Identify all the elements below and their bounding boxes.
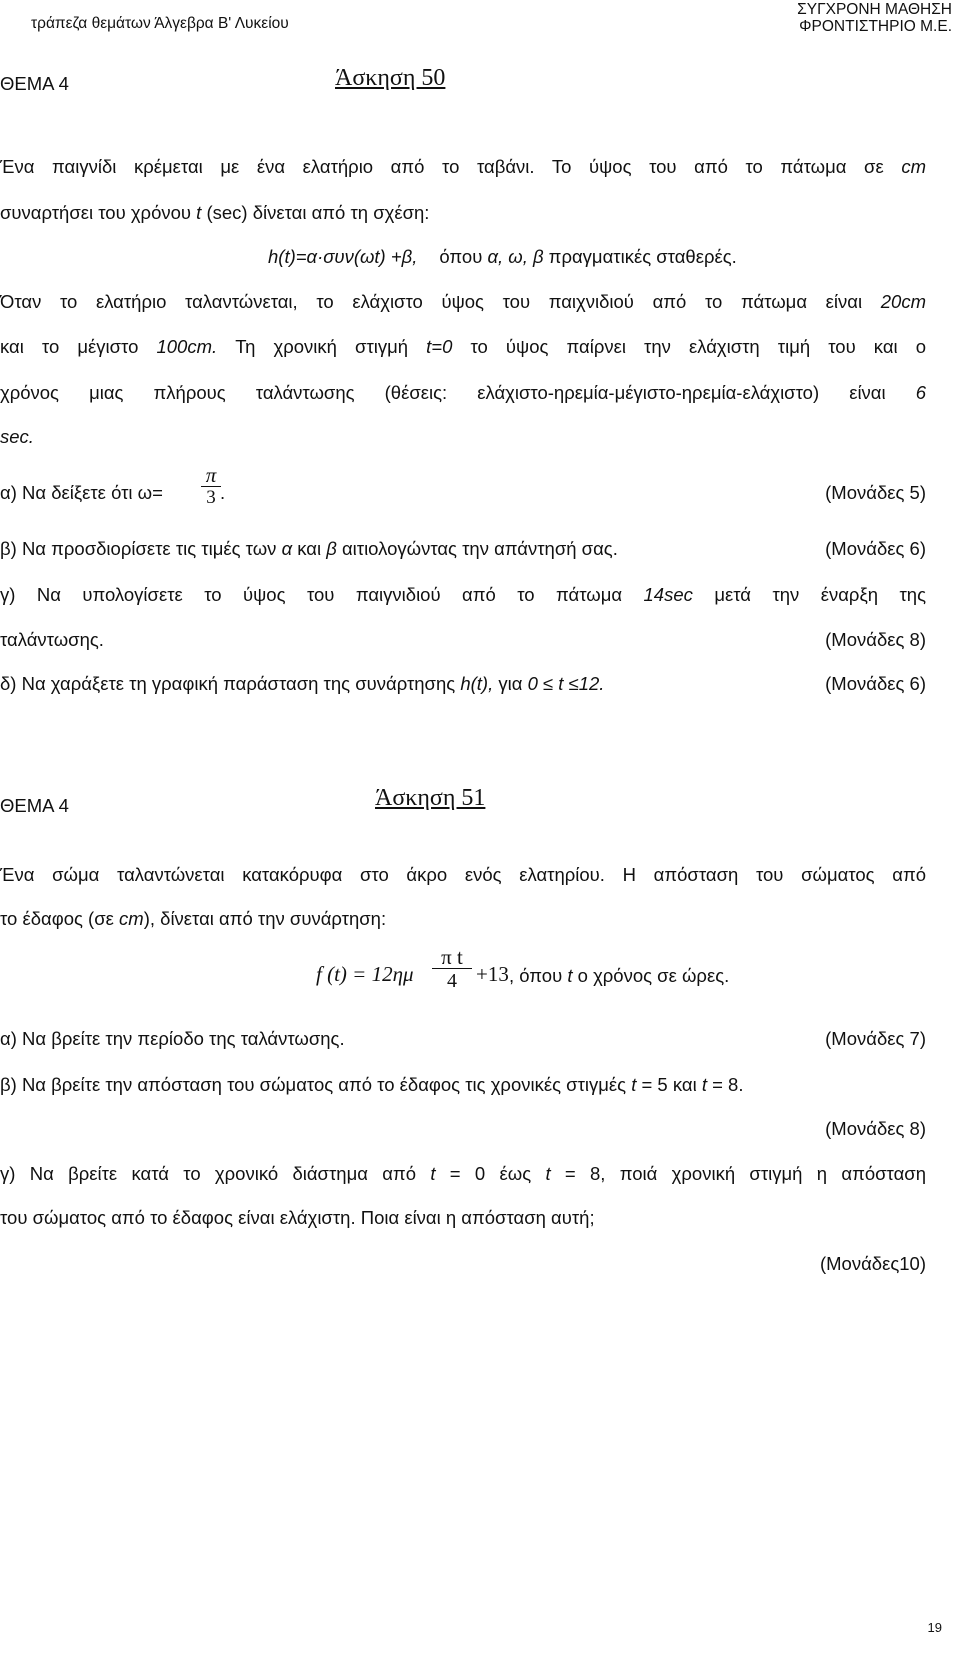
- ex51-formula-fraction: π t 4: [432, 946, 472, 993]
- ex51-question-c-line2: του σώματος από το έδαφος είναι ελάχιστη. Ποια είναι η απόσταση αυτή;: [0, 1207, 595, 1228]
- ex51-formula-rhs: +13: [476, 962, 509, 986]
- running-header-right: [797, 1, 952, 35]
- ex50-question-a-marks: (Μονάδες 5): [825, 482, 926, 503]
- ex51-question-c-marks: (Μονάδες10): [819, 1253, 926, 1274]
- ex50-formula-line: h(t)=α·συν(ωt) +β, όπου α, ω, β πραγματικές σταθερές.: [268, 246, 737, 267]
- ex51-paragraph-line1: Ένα σώμα ταλαντώνεται κατακόρυφα στο άκρο ενός ελατηρίου. Η απόσταση του σώματος από: [0, 864, 926, 885]
- ex50-question-a-dot: .: [220, 482, 226, 503]
- ex51-formula-tail: , όπου t ο χρόνος σε ώρες.: [509, 965, 730, 986]
- ex50-question-b-marks: (Μονάδες 6): [825, 538, 926, 559]
- ex51-question-b-marks: (Μονάδες 8): [825, 1118, 926, 1139]
- ex50-question-c: γ) Να υπολογίσετε το ύψος του παιγνιδιού από το πάτωμα 14sec μετά την έναρξη της: [0, 584, 926, 605]
- ex51-question-a: α) Να βρείτε την περίοδο της ταλάντωσης.: [0, 1028, 345, 1049]
- ex50-question-d-marks: (Μονάδες 6): [825, 673, 926, 694]
- ex50-question-b: β) Να προσδιορίσετε τις τιμές των α και β αιτιολογώντας την απάντησή σας.: [0, 538, 618, 559]
- page-number: 19: [927, 1620, 942, 1635]
- ex50-paragraph-line4: και το μέγιστο 100cm. Τη χρονική στιγμή t=0 το ύψος παίρνει την ελάχιστη τιμή του και ο: [0, 336, 927, 357]
- ex51-formula-lhs: f (t) = 12ημ: [316, 962, 414, 986]
- ex51-question-a-marks: (Μονάδες 7): [825, 1028, 926, 1049]
- ex50-paragraph-line6: sec.: [0, 426, 34, 447]
- ex50-paragraph-line3: Όταν το ελατήριο ταλαντώνεται, το ελάχιστο ύψος του παιχνιδιού από το πάτωμα είναι 20cm: [0, 291, 926, 312]
- ex51-question-b: β) Να βρείτε την απόσταση του σώματος από το έδαφος τις χρονικές στιγμές t = 5 και t = 8.: [0, 1074, 744, 1095]
- ex50-paragraph-line5: χρόνος μιας πλήρους ταλάντωσης (θέσεις: ελάχιστο-ηρεμία-μέγιστο-ηρεμία-ελάχιστο) είναι 6: [0, 382, 926, 403]
- ex51-theme: ΘΕΜΑ 4: [0, 795, 69, 816]
- running-header-left: τράπεζα θεμάτων Άλγεβρα Β' Λυκείου: [31, 15, 289, 32]
- header-right-line2: ΦΡΟΝΤΙΣΤΗΡΙΟ Μ.Ε.: [799, 18, 952, 35]
- ex51-paragraph-line2: το έδαφος (σε cm), δίνεται από την συνάρτηση:: [0, 908, 387, 929]
- ex50-question-d: δ) Να χαράξετε τη γραφική παράσταση της συνάρτησης h(t), για 0 ≤ t ≤12.: [0, 673, 605, 694]
- ex50-title: Άσκηση 50: [335, 65, 446, 91]
- ex50-question-c-marks: (Μονάδες 8): [825, 629, 926, 650]
- ex50-omega-fraction: π 3: [201, 464, 221, 509]
- ex50-paragraph-line2: συναρτήσει του χρόνου t (sec) δίνεται από τη σχέση:: [0, 202, 430, 223]
- ex51-title: Άσκηση 51: [375, 785, 486, 811]
- header-right-line1: ΣΥΓΧΡΟΝΗ ΜΑΘΗΣΗ: [797, 1, 952, 18]
- ex50-paragraph-line1: Ένα παιγνίδι κρέμεται με ένα ελατήριο από το ταβάνι. Το ύψος του από το πάτωμα σε cm: [0, 156, 926, 177]
- ex50-theme: ΘΕΜΑ 4: [0, 73, 69, 94]
- ex50-question-c-line2: ταλάντωσης.: [0, 629, 104, 650]
- ex51-question-c: γ) Να βρείτε κατά το χρονικό διάστημα από t = 0 έως t = 8, ποιά χρονική στιγμή η απόσταση: [0, 1163, 926, 1184]
- ex50-question-a: α) Να δείξετε ότι ω=: [0, 482, 163, 503]
- ex50-formula: h(t)=α·συν(ωt) +β,: [268, 246, 418, 267]
